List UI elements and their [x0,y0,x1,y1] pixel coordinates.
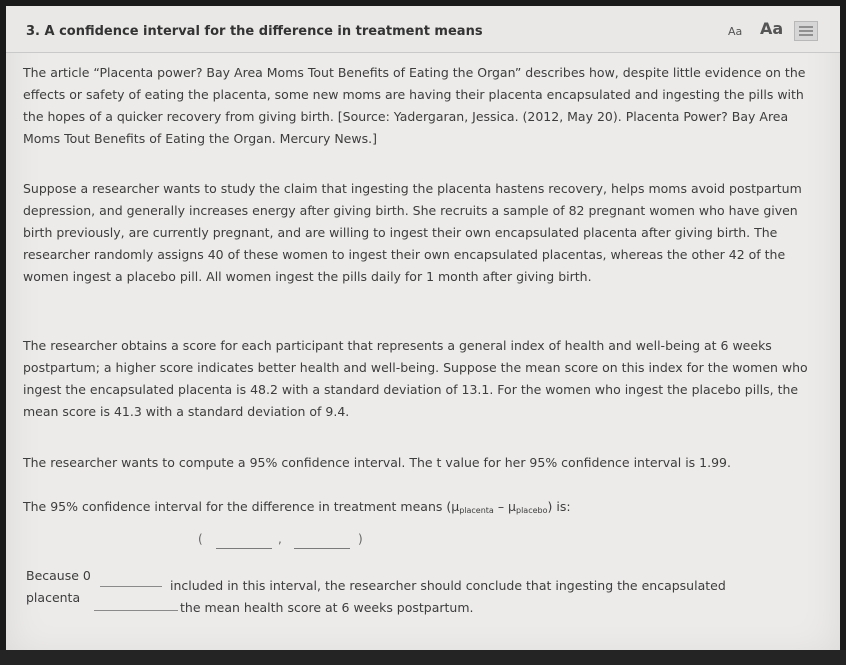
question-header [6,6,840,53]
ci-prompt-prefix: The 95% confidence interval for the difference in treatment means ( [23,499,452,514]
question-title: 3. A confidence interval for the difference in treatment means [26,24,483,39]
ci-prompt [23,496,828,520]
article-paragraph: The article “Placenta power? Bay Area Moms Tout Benefits of Eating the Organ” describes how, despite little evidence on the effects or safety of eating the placenta, some new moms are having their placenta encapsulated and ingesting the pills with the hopes of a quicker recovery from giving birth. [Source: Yadergaran, Jessica. (2012, May 20). Placenta Power? Bay Area Moms Tout Benefits of Eating the Organ. Mercury News.] [23,65,806,146]
font-size-large-button[interactable]: Aa [760,19,784,38]
study-description-paragraph: Suppose a researcher wants to study the claim that ingesting the placenta hastens recovery, helps moms avoid postpartum depression, and generally increases energy after giving birth. She recruits a sample of 82 pregnant women who have given birth previously, are currently pregnant, and are willing to ingest their own encapsulated placenta after giving birth. The researcher randomly assigns 40 of these women to ingest their own encapsulated placentas, whereas the other 42 of the women ingest a placebo pill. All women ingest the pills daily for 1 month after giving birth. [23,181,802,284]
book-icon[interactable] [794,21,818,41]
results-paragraph: The researcher obtains a score for each participant that represents a general index of health and well-being at 6 weeks postpartum; a higher score indicates better health and well-being. Suppose the mean score on this index for the women who ingest the encapsulated placenta is 48.2 with a standard deviation of 13.1. For the women who ingest the placebo pills, the mean score is 41.3 with a standard deviation of 9.4. [23,338,808,419]
book-icon-line [799,26,813,28]
font-size-small-button[interactable]: Aa [728,25,743,38]
comma: , [278,532,282,546]
ci-upper-bound-input[interactable] [294,532,350,549]
open-paren: ( [198,532,203,546]
is-included-dropdown[interactable] [100,572,162,587]
ci-lower-bound-input[interactable] [216,532,272,549]
book-icon-line [799,34,813,36]
close-paren: ) [358,532,363,546]
mu-symbol: μ [451,499,460,514]
subscript-placebo: placebo [516,506,548,515]
question-panel [6,6,840,659]
subscript-placenta: placenta [459,506,494,515]
mu-symbol: μ [508,499,516,514]
placenta-label: placenta [26,590,81,605]
conclusion-text-line1: included in this interval, the researcher should conclude that ingesting the encapsulated [170,578,726,593]
screen-bottom-edge [0,650,846,665]
t-value-paragraph: The researcher wants to compute a 95% confidence interval. The t value for her 95% confidence interval is 1.99. [23,455,731,470]
confidence-interval-inputs [198,532,368,552]
minus-sign: – [493,499,509,514]
ci-prompt-suffix: ) is: [547,499,571,514]
conclusion-text-line2: the mean health score at 6 weeks postpartum. [180,600,474,615]
because-label: Because 0 [26,568,91,583]
book-icon-line [799,30,813,32]
effect-dropdown[interactable] [94,596,178,611]
